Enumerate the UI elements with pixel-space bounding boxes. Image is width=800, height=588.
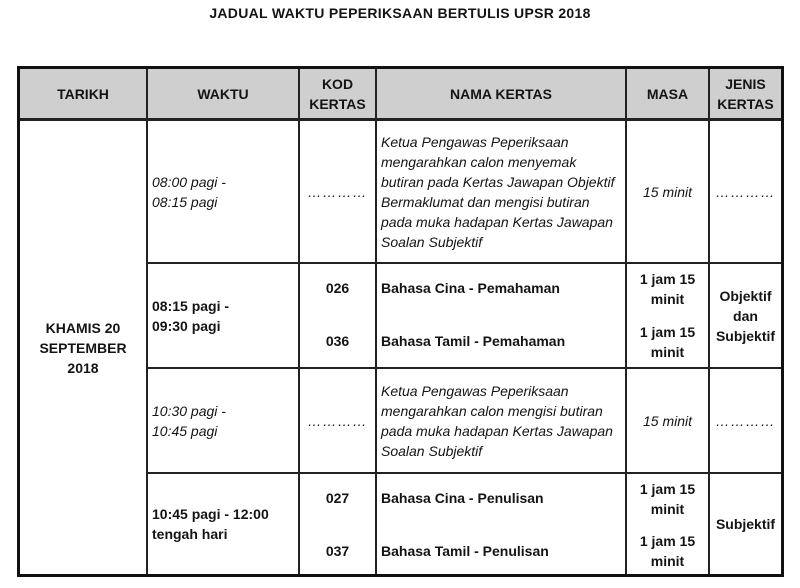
header-kod-kertas: KOD KERTAS — [300, 69, 375, 118]
row-0-kod: ………… — [307, 183, 368, 200]
exam-timetable — [17, 66, 784, 577]
row-0-jenis: ………… — [715, 183, 776, 200]
row-0-nama: Ketua Pengawas Peperiksaan mengarahkan calon menyemak butiran pada Kertas Jawapan Objektif Bermaklumat dan mengisi butiran pada muka hadapan Kertas Jawapan Soalan Subjektif — [381, 133, 615, 250]
row-3-waktu: 10:45 pagi - 12:00 tengah hari — [152, 506, 269, 542]
date-cell: KHAMIS 20 SEPTEMBER 2018 — [39, 319, 127, 376]
row-1-nama-0: Bahasa Cina - Pemahaman — [381, 280, 560, 296]
row-2-waktu: 10:30 pagi - 10:45 pagi — [152, 402, 226, 439]
row-2-jenis: ………… — [715, 412, 776, 429]
row-1-jenis: Objektif dan Subjektif — [715, 287, 776, 344]
row-1-masa-0: 1 jam 15 minit — [639, 271, 696, 307]
row-3-kod-0: 027 — [325, 490, 350, 506]
row-1-nama-1: Bahasa Tamil - Pemahaman — [381, 333, 566, 349]
row-0-waktu: 08:00 pagi - 08:15 pagi — [152, 173, 226, 210]
row-2-kod: ………… — [307, 412, 368, 429]
row-2-nama: Ketua Pengawas Peperiksaan mengarahkan calon mengisi butiran pada muka hadapan Kertas Jawapan Soalan Subjektif — [381, 382, 613, 459]
header-masa: MASA — [627, 69, 708, 118]
row-3-jenis: Subjektif — [715, 516, 776, 532]
header-waktu: WAKTU — [148, 69, 298, 118]
row-1-waktu: 08:15 pagi - 09:30 pagi — [152, 297, 230, 334]
header-jenis-kertas: JENIS KERTAS — [710, 69, 781, 118]
page-title: JADUAL WAKTU PEPERIKSAAN BERTULIS UPSR 2018 — [209, 5, 591, 21]
row-3-masa-1: 1 jam 15 minit — [639, 533, 696, 569]
row-3-kod-1: 037 — [325, 543, 350, 559]
row-3-nama-1: Bahasa Tamil - Penulisan — [381, 543, 549, 559]
row-1-kod-1: 036 — [325, 333, 350, 349]
header-tarikh: TARIKH — [20, 69, 146, 118]
row-1-kod-0: 026 — [325, 280, 350, 296]
row-0-masa: 15 minit — [642, 183, 693, 200]
row-2-masa: 15 minit — [642, 412, 693, 429]
row-1-masa-1: 1 jam 15 minit — [639, 324, 696, 360]
row-3-masa-0: 1 jam 15 minit — [639, 481, 696, 517]
header-nama-kertas: NAMA KERTAS — [377, 69, 625, 118]
row-3-nama-0: Bahasa Cina - Penulisan — [381, 490, 544, 506]
